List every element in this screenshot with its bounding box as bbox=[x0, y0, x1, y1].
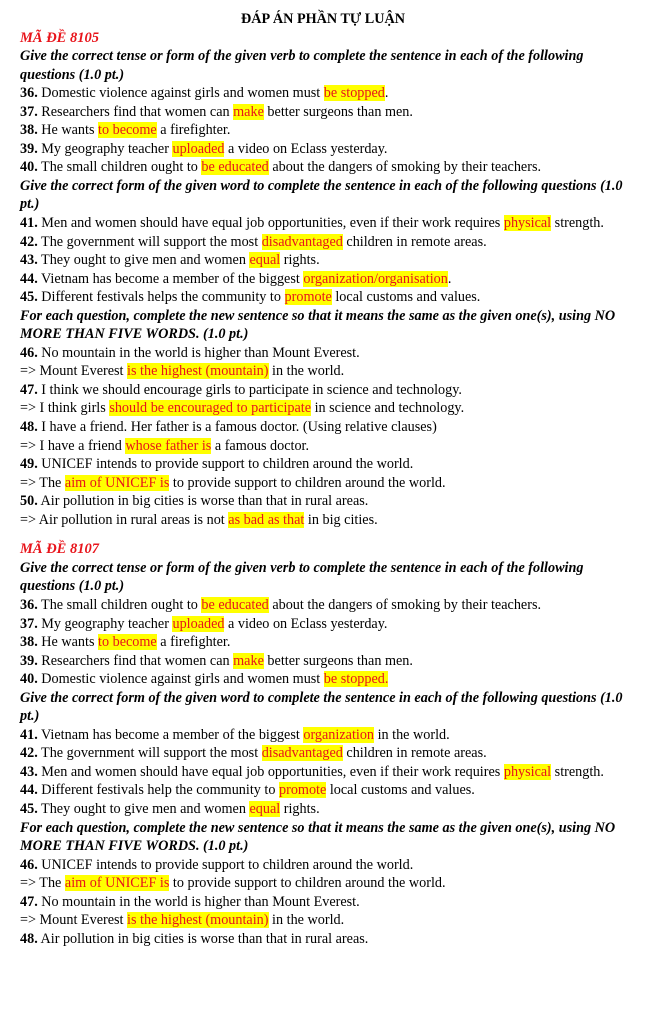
rewrite-answer bbox=[20, 511, 626, 530]
question-number: 40. bbox=[20, 159, 38, 176]
page-title: ĐÁP ÁN PHẦN TỰ LUẬN bbox=[241, 11, 405, 27]
sentence-text: children in remote areas. bbox=[342, 233, 487, 250]
question-item bbox=[20, 84, 626, 103]
question-number: 43. bbox=[20, 252, 38, 269]
rewrite-answer bbox=[20, 911, 626, 930]
sentence-text: about the dangers of smoking by their teachers. bbox=[268, 596, 542, 613]
question-number: 40. bbox=[20, 671, 38, 688]
section-instruction: Give the correct form of the given word to complete the sentence in each of the following questions (1.0 pt.) bbox=[20, 689, 623, 725]
question-number: 45. bbox=[20, 289, 38, 306]
section-instruction: Give the correct form of the given word to complete the sentence in each of the following questions (1.0 pt.) bbox=[20, 177, 623, 213]
sentence-text: to provide support to children around the world. bbox=[169, 875, 446, 892]
sentence-text: . bbox=[447, 270, 452, 287]
answer-highlight: whose father is bbox=[125, 437, 212, 454]
sentence-text: No mountain in the world is higher than Mount Everest. bbox=[41, 344, 360, 361]
question-item bbox=[20, 615, 626, 634]
sentence-text: in the world. bbox=[268, 912, 345, 929]
question-item bbox=[20, 726, 626, 745]
question-item bbox=[20, 744, 626, 763]
answer-highlight: physical bbox=[503, 215, 552, 232]
question-item bbox=[20, 103, 626, 122]
sentence-text: better surgeons than men. bbox=[263, 103, 413, 120]
section-instruction: Give the correct tense or form of the given verb to complete the sentence in each of the following questions (1.0 pt.) bbox=[20, 559, 584, 595]
sentence-text: Air pollution in big cities is worse than that in rural areas. bbox=[40, 930, 369, 947]
question-number: 44. bbox=[20, 782, 38, 799]
answer-highlight: organization bbox=[303, 726, 375, 743]
sentence-text: Men and women should have equal job opportunities, even if their work requires bbox=[41, 215, 504, 232]
answer-highlight: make bbox=[233, 103, 264, 120]
sentence-text: to provide support to children around the world. bbox=[169, 474, 446, 491]
answer-highlight: is the highest (mountain) bbox=[127, 912, 269, 929]
sentence-text: They ought to give men and women bbox=[41, 800, 250, 817]
sentence-text: a firefighter. bbox=[156, 634, 231, 651]
rewrite-answer bbox=[20, 362, 626, 381]
question-item bbox=[20, 140, 626, 159]
answer-highlight: is the highest (mountain) bbox=[127, 363, 269, 380]
sentence-text: Different festivals helps the community to bbox=[41, 289, 285, 306]
sentence-text: a video on Eclass yesterday. bbox=[224, 615, 388, 632]
sentence-text: in the world. bbox=[268, 363, 345, 380]
sentence-text: He wants bbox=[41, 122, 99, 139]
question-item bbox=[20, 781, 626, 800]
sentence-text: Vietnam has become a member of the biggest bbox=[41, 726, 304, 743]
sentence-text: a firefighter. bbox=[156, 122, 231, 139]
sentence-text: in science and technology. bbox=[311, 400, 465, 417]
sentence-text: children in remote areas. bbox=[342, 745, 487, 762]
sentence-text: Men and women should have equal job opportunities, even if their work requires bbox=[41, 763, 504, 780]
sentence-text: in the world. bbox=[374, 726, 450, 743]
question-item bbox=[20, 930, 626, 949]
sentence-text: I have a friend. Her father is a famous doctor. (Using relative clauses) bbox=[41, 419, 437, 436]
question-item bbox=[20, 121, 626, 140]
question-number: 38. bbox=[20, 634, 38, 651]
sentence-text: He wants bbox=[41, 634, 99, 651]
sentence-text: => Mount Everest bbox=[20, 912, 128, 929]
sentence-text: local customs and values. bbox=[326, 782, 475, 799]
sentence-text: better surgeons than men. bbox=[263, 652, 413, 669]
sentence-text: local customs and values. bbox=[331, 289, 481, 306]
question-item bbox=[20, 214, 626, 233]
sentence-text: The government will support the most bbox=[41, 233, 262, 250]
answer-highlight: to become bbox=[98, 634, 157, 651]
answer-highlight: be stopped bbox=[323, 85, 385, 102]
question-number: 42. bbox=[20, 745, 38, 762]
question-number: 46. bbox=[20, 344, 38, 361]
question-number: 41. bbox=[20, 726, 38, 743]
question-item bbox=[20, 652, 626, 671]
sentence-text: strength. bbox=[551, 215, 604, 232]
answer-highlight: be stopped. bbox=[323, 671, 389, 688]
question-item bbox=[20, 381, 626, 400]
question-item bbox=[20, 596, 626, 615]
section-instruction: Give the correct tense or form of the given verb to complete the sentence in each of the following questions (1.0 pt.) bbox=[20, 48, 584, 83]
sentence-text: in big cities. bbox=[304, 511, 378, 528]
question-item bbox=[20, 418, 626, 437]
question-item bbox=[20, 800, 626, 819]
sentence-text: No mountain in the world is higher than Mount Everest. bbox=[41, 893, 360, 910]
sentence-text: The small children ought to bbox=[41, 596, 202, 613]
answer-highlight: be educated bbox=[201, 596, 269, 613]
question-number: 45. bbox=[20, 800, 38, 817]
answer-highlight: equal bbox=[249, 800, 281, 817]
rewrite-answer bbox=[20, 437, 626, 456]
question-item bbox=[20, 344, 626, 363]
question-item bbox=[20, 492, 626, 511]
question-number: 39. bbox=[20, 652, 38, 669]
exam-code: MÃ ĐỀ 8105 bbox=[20, 29, 99, 46]
question-item bbox=[20, 633, 626, 652]
sentence-text: => The bbox=[20, 875, 65, 892]
sentence-text: The small children ought to bbox=[41, 159, 202, 176]
sentence-text: a video on Eclass yesterday. bbox=[224, 140, 388, 157]
answer-key-page bbox=[20, 10, 626, 948]
question-item bbox=[20, 763, 626, 782]
question-number: 39. bbox=[20, 140, 38, 157]
question-number: 49. bbox=[20, 456, 38, 473]
sentence-text: . bbox=[384, 85, 389, 102]
answer-highlight: physical bbox=[503, 763, 552, 780]
answer-highlight: aim of UNICEF is bbox=[64, 875, 170, 892]
question-number: 36. bbox=[20, 85, 38, 102]
question-item bbox=[20, 233, 626, 252]
question-number: 37. bbox=[20, 103, 38, 120]
sentence-text: My geography teacher bbox=[41, 140, 173, 157]
question-number: 37. bbox=[20, 615, 38, 632]
rewrite-answer bbox=[20, 399, 626, 418]
exam-code: MÃ ĐỀ 8107 bbox=[20, 541, 99, 558]
question-number: 36. bbox=[20, 596, 38, 613]
sentence-text: UNICEF intends to provide support to children around the world. bbox=[41, 456, 414, 473]
question-item bbox=[20, 270, 626, 289]
sentence-text: a famous doctor. bbox=[211, 437, 310, 454]
answer-content bbox=[20, 29, 626, 949]
sentence-text: They ought to give men and women bbox=[41, 252, 250, 269]
question-number: 46. bbox=[20, 856, 38, 873]
sentence-text: Different festivals help the community to bbox=[41, 782, 279, 799]
answer-highlight: uploaded bbox=[172, 140, 225, 157]
sentence-text: => I have a friend bbox=[20, 437, 126, 454]
question-number: 44. bbox=[20, 270, 38, 287]
section-instruction: For each question, complete the new sentence so that it means the same as the given one(s), using NO MORE THAN FIVE WORDS. (1.0 pt.) bbox=[20, 819, 616, 855]
sentence-text: My geography teacher bbox=[41, 615, 173, 632]
sentence-text: rights. bbox=[280, 800, 320, 817]
sentence-text: => Air pollution in rural areas is not bbox=[20, 511, 229, 528]
sentence-text: => I think girls bbox=[20, 400, 110, 417]
sentence-text: about the dangers of smoking by their teachers. bbox=[268, 159, 542, 176]
answer-highlight: make bbox=[233, 652, 264, 669]
question-number: 47. bbox=[20, 381, 38, 398]
question-number: 48. bbox=[20, 930, 38, 947]
question-item bbox=[20, 455, 626, 474]
question-item bbox=[20, 670, 626, 689]
answer-highlight: equal bbox=[249, 252, 281, 269]
sentence-text: The government will support the most bbox=[41, 745, 262, 762]
question-item bbox=[20, 251, 626, 270]
question-number: 42. bbox=[20, 233, 38, 250]
question-number: 41. bbox=[20, 215, 38, 232]
answer-highlight: disadvantaged bbox=[261, 233, 343, 250]
answer-highlight: disadvantaged bbox=[261, 745, 343, 762]
question-item bbox=[20, 893, 626, 912]
answer-highlight: aim of UNICEF is bbox=[64, 474, 170, 491]
question-item bbox=[20, 158, 626, 177]
sentence-text: I think we should encourage girls to participate in science and technology. bbox=[41, 381, 462, 398]
answer-highlight: as bad as that bbox=[228, 511, 305, 528]
question-number: 38. bbox=[20, 122, 38, 139]
answer-highlight: organization/organisation bbox=[303, 270, 448, 287]
answer-highlight: promote bbox=[284, 289, 332, 306]
answer-highlight: to become bbox=[98, 122, 157, 139]
rewrite-answer bbox=[20, 474, 626, 493]
sentence-text: => Mount Everest bbox=[20, 363, 128, 380]
sentence-text: Vietnam has become a member of the biggest bbox=[41, 270, 304, 287]
question-number: 43. bbox=[20, 763, 38, 780]
sentence-text: Domestic violence against girls and women must bbox=[41, 671, 324, 688]
sentence-text: Air pollution in big cities is worse than that in rural areas. bbox=[40, 493, 369, 510]
answer-highlight: promote bbox=[279, 782, 327, 799]
question-number: 47. bbox=[20, 893, 38, 910]
answer-highlight: should be encouraged to participate bbox=[109, 400, 312, 417]
sentence-text: strength. bbox=[551, 763, 604, 780]
rewrite-answer bbox=[20, 874, 626, 893]
sentence-text: Researchers find that women can bbox=[41, 103, 234, 120]
question-item bbox=[20, 288, 626, 307]
section-gap bbox=[20, 529, 626, 540]
sentence-text: Domestic violence against girls and women must bbox=[41, 85, 324, 102]
question-number: 50. bbox=[20, 493, 38, 510]
sentence-text: UNICEF intends to provide support to children around the world. bbox=[41, 856, 414, 873]
sentence-text: Researchers find that women can bbox=[41, 652, 234, 669]
sentence-text: rights. bbox=[280, 252, 320, 269]
sentence-text: => The bbox=[20, 474, 65, 491]
answer-highlight: be educated bbox=[201, 159, 269, 176]
answer-highlight: uploaded bbox=[172, 615, 225, 632]
section-instruction: For each question, complete the new sentence so that it means the same as the given one(s), using NO MORE THAN FIVE WORDS. (1.0 pt.) bbox=[20, 307, 616, 343]
question-item bbox=[20, 856, 626, 875]
question-number: 48. bbox=[20, 419, 38, 436]
